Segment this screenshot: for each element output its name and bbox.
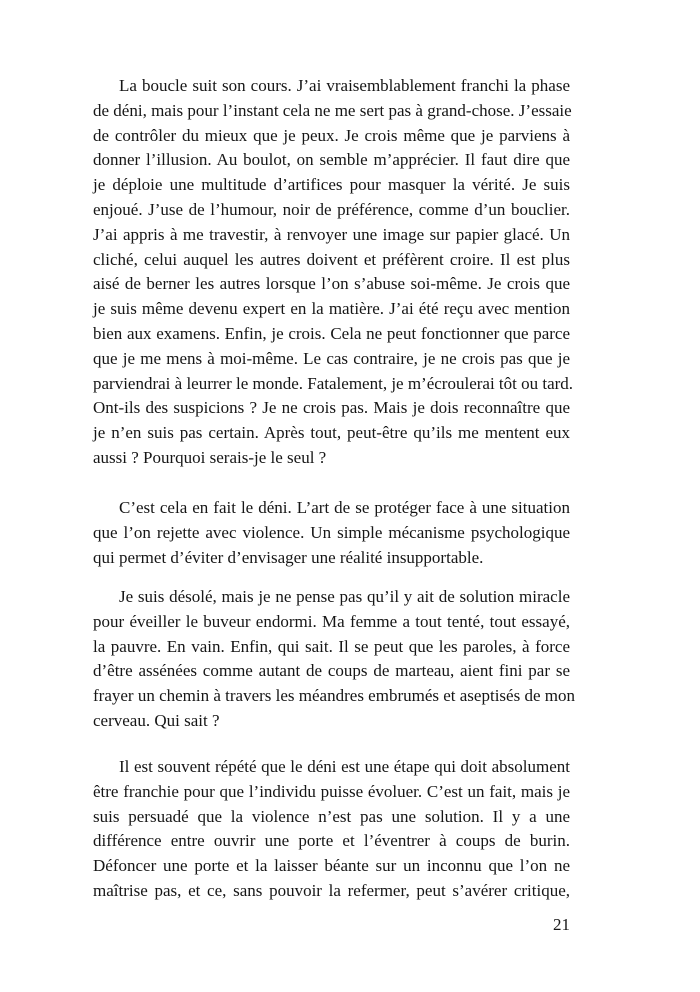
- paragraph-1: [93, 74, 574, 471]
- text-line: Je suis désolé, mais je ne pense pas qu’il y ait de solution miracle: [119, 587, 570, 606]
- text-line: cerveau. Qui sait ?: [93, 710, 220, 730]
- text-line: de contrôler du mieux que je peux. Je crois même que je parviens à: [93, 125, 570, 145]
- page-number: 21: [553, 915, 570, 934]
- text-line: aussi ? Pourquoi serais-je le seul ?: [93, 447, 327, 467]
- text-line: parviendrai à leurrer le monde. Fatalement, je m’écroulerai tôt ou tard.: [93, 373, 574, 393]
- text-line: que l’on rejette avec violence. Un simple mécanisme psychologique: [93, 522, 570, 542]
- text-line: qui permet d’éviter d’envisager une réalité insupportable.: [93, 547, 484, 567]
- text-line: Ont-ils des suspicions ? Je ne crois pas. Mais je dois reconnaître que: [93, 398, 570, 418]
- text-line: suis persuadé que la violence n’est pas une solution. Il y a une: [93, 806, 570, 826]
- text-line: enjoué. J’use de l’humour, noir de préférence, comme d’un bouclier.: [93, 199, 570, 219]
- text-line: la pauvre. En vain. Enfin, qui sait. Il se peut que les paroles, à force: [93, 636, 570, 656]
- text-line: frayer un chemin à travers les méandres embrumés et aseptisés de mon: [93, 686, 575, 706]
- text-line: je suis même devenu expert en la matière. J’ai été reçu avec mention: [93, 299, 570, 319]
- text-line: que je me mens à moi-même. Le cas contraire, je ne crois pas que je: [93, 348, 570, 368]
- text-line: Il est souvent répété que le déni est une étape qui doit absolument: [119, 757, 570, 776]
- text-line: je n’en suis pas certain. Après tout, peut-être qu’ils me mentent eux: [93, 423, 570, 443]
- text-line: de déni, mais pour l’instant cela ne me sert pas à grand-chose. J’essaie: [93, 100, 572, 120]
- text-line: d’être assénées comme autant de coups de marteau, aient fini par se: [93, 661, 570, 681]
- paragraph-4: [93, 755, 570, 904]
- text-line: C’est cela en fait le déni. L’art de se protéger face à une situation: [119, 498, 570, 517]
- text-line: bien aux examens. Enfin, je crois. Cela ne peut fonctionner que parce: [93, 323, 570, 343]
- text-line: Défoncer une porte et la laisser béante sur un inconnu que l’on ne: [93, 856, 570, 876]
- text-line: J’ai appris à me travestir, à renvoyer une image sur papier glacé. Un: [93, 224, 570, 244]
- text-line: La boucle suit son cours. J’ai vraisemblablement franchi la phase: [119, 76, 570, 95]
- text-line: aisé de berner les autres lorsque l’on s’abuse soi-même. Je crois que: [93, 274, 570, 294]
- text-line: je déploie une multitude d’artifices pour masquer la vérité. Je suis: [93, 175, 570, 195]
- text-line: donner l’illusion. Au boulot, on semble m’apprécier. Il faut dire que: [93, 150, 570, 170]
- text-line: maîtrise pas, et ce, sans pouvoir la refermer, peut s’avérer critique,: [93, 880, 570, 900]
- text-line: différence entre ouvrir une porte et l’éventrer à coups de burin.: [93, 831, 570, 851]
- text-line: cliché, celui auquel les autres doivent et préfèrent croire. Il est plus: [93, 249, 570, 269]
- paragraph-2: [93, 496, 570, 570]
- text-line: pour éveiller le buveur endormi. Ma femme a tout tenté, tout essayé,: [93, 611, 570, 631]
- text-line: être franchie pour que l’individu puisse évoluer. C’est un fait, mais je: [93, 781, 570, 801]
- paragraph-3: [93, 585, 575, 734]
